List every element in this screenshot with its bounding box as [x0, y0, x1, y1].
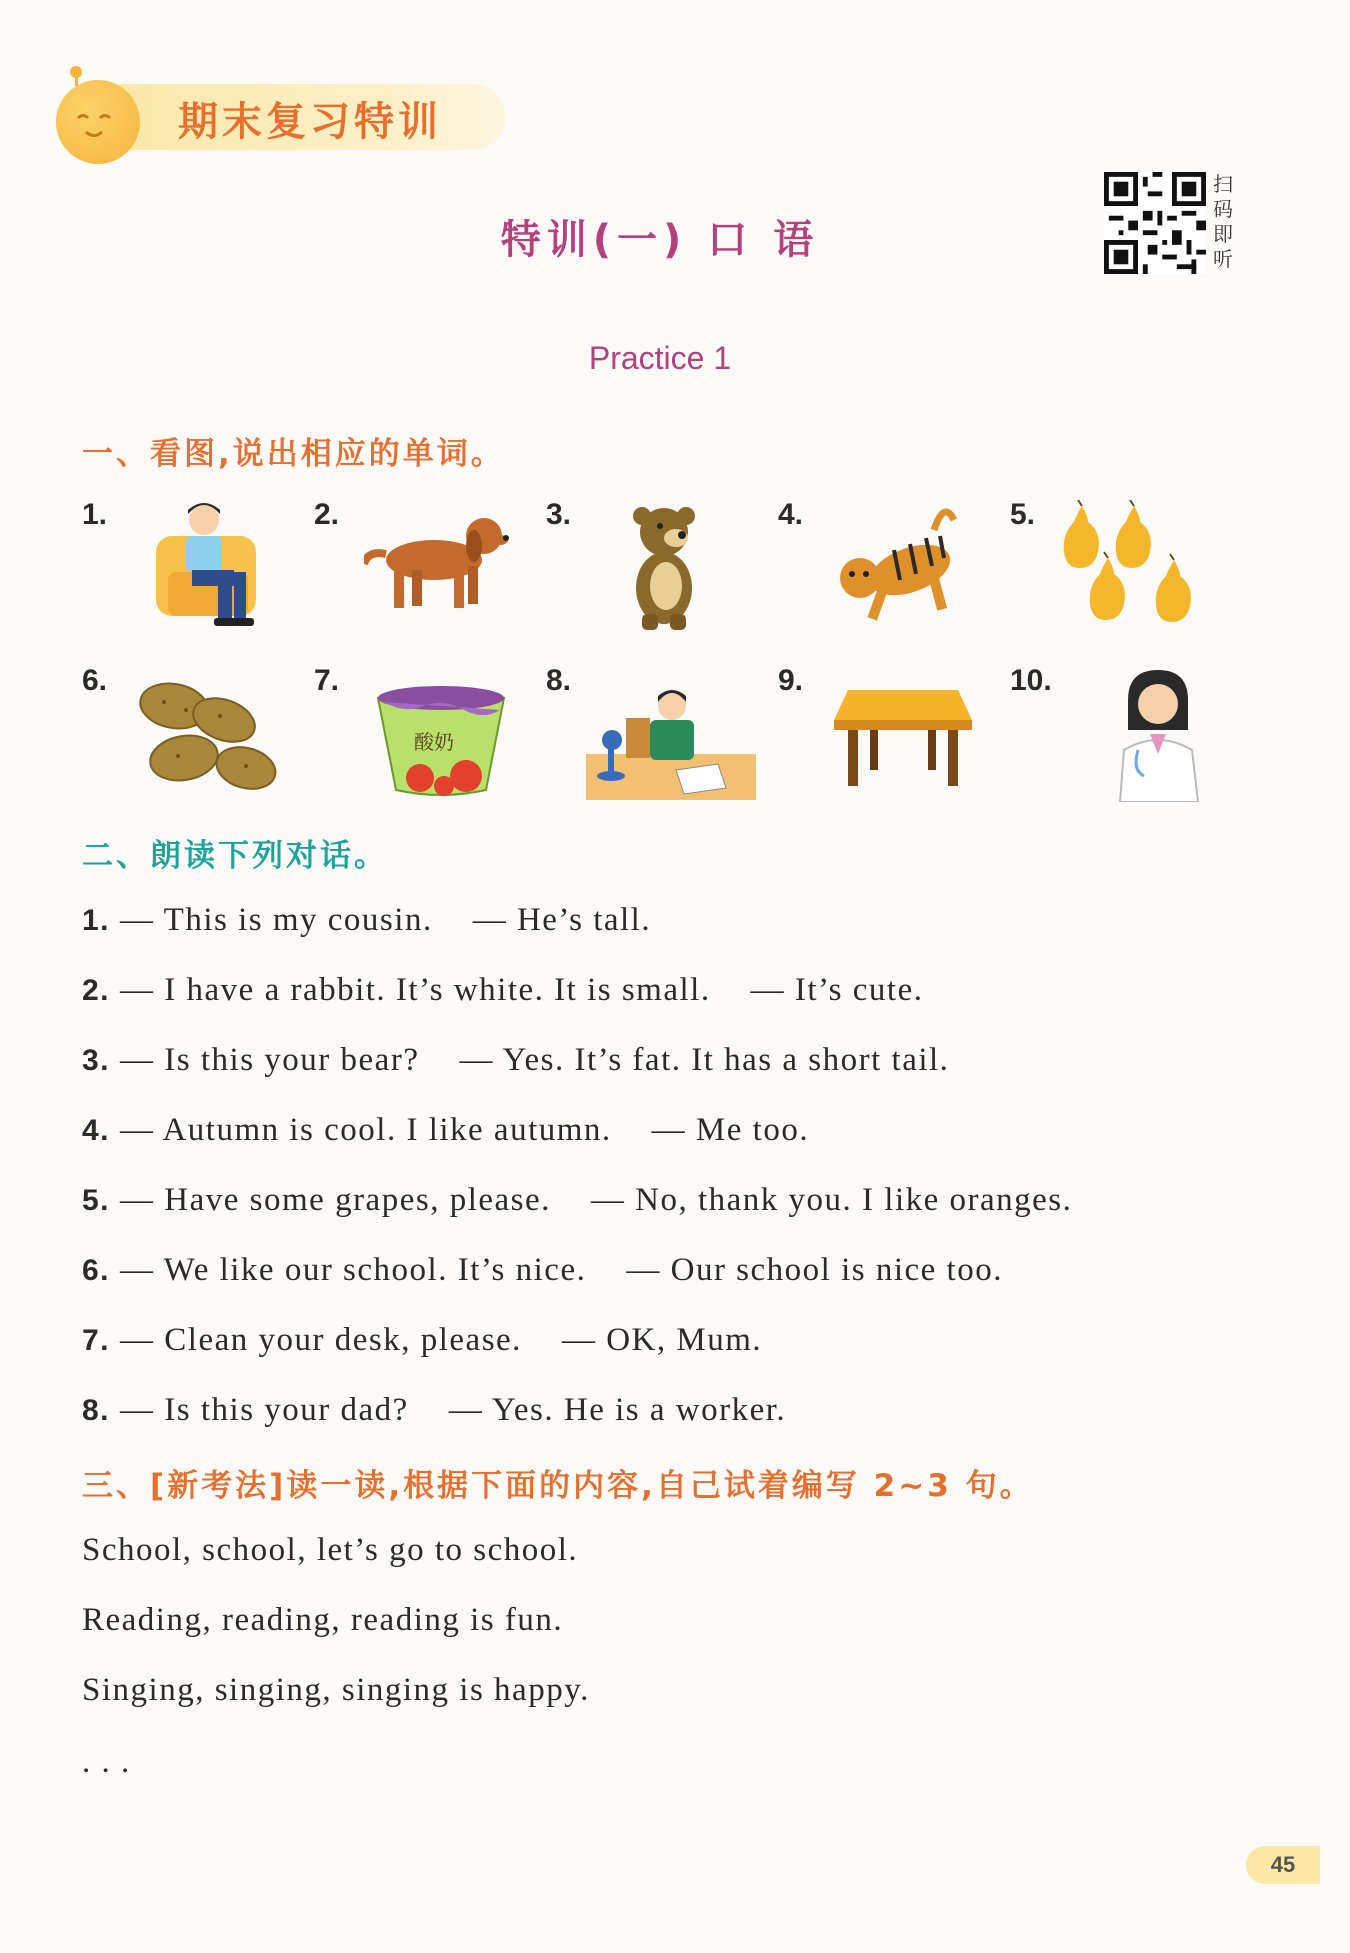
dialogue-number: 8.	[82, 1394, 111, 1427]
dialogue-answer: — OK, Mum.	[561, 1322, 763, 1358]
dialogue-question: — This is my cousin.	[120, 902, 433, 938]
boy-at-desk-icon	[586, 684, 756, 804]
dialogue-question: — Clean your desk, please.	[120, 1322, 522, 1358]
section-title: 特训(一) 口 语	[500, 217, 820, 263]
dialogue-number: 5.	[82, 1184, 111, 1217]
item-number: 7.	[314, 664, 340, 697]
smiley-ball-icon	[56, 80, 140, 164]
part3-heading: 三、[新考法]读一读,根据下面的内容,自己试着编写 2~3 句。	[82, 1468, 1034, 1504]
table-icon	[834, 690, 972, 794]
dialogue-line	[82, 902, 651, 939]
rhyme-ellipsis: . . .	[82, 1744, 131, 1780]
dialogue-question: — We like our school. It’s nice.	[120, 1252, 587, 1288]
dialogue-question: — Have some grapes, please.	[120, 1182, 551, 1218]
doctor-icon	[1114, 670, 1204, 806]
tiger-icon	[834, 500, 974, 634]
qr-code-icon[interactable]	[1104, 172, 1206, 274]
qr-label: 扫码即听	[1213, 172, 1233, 271]
item-number: 2.	[314, 498, 340, 531]
practice-title: Practice 1	[588, 340, 732, 376]
chapter-banner	[56, 62, 506, 162]
dialogue-number: 3.	[82, 1044, 111, 1077]
dialogue-question: — I have a rabbit. It’s white. It is small.	[120, 972, 711, 1008]
dialogue-line	[82, 1322, 762, 1359]
rhyme-line: School, school, let’s go to school.	[82, 1532, 579, 1568]
dialogue-line	[82, 1252, 1003, 1289]
dog-icon	[364, 506, 514, 620]
yogurt-label: 酸奶	[414, 730, 454, 754]
item-number: 9.	[778, 664, 804, 697]
bear-icon	[628, 502, 708, 636]
item-number: 1.	[82, 498, 108, 531]
dialogue-answer: — Yes. It’s fat. It has a short tail.	[459, 1042, 950, 1078]
dialogue-answer: — Our school is nice too.	[626, 1252, 1003, 1288]
dialogue-question: — Is this your bear?	[120, 1042, 420, 1078]
dialogue-number: 6.	[82, 1254, 111, 1287]
dialogue-line	[82, 1042, 949, 1079]
dialogue-line	[82, 972, 923, 1009]
potatoes-icon	[134, 676, 284, 800]
dialogue-line	[82, 1112, 809, 1149]
dialogue-number: 7.	[82, 1324, 111, 1357]
item-number: 8.	[546, 664, 572, 697]
dialogue-answer: — Yes. He is a worker.	[448, 1392, 787, 1428]
banner-title: 期末复习特训	[178, 99, 442, 145]
dialogue-answer: — No, thank you. I like oranges.	[590, 1182, 1073, 1218]
item-number: 4.	[778, 498, 804, 531]
dialogue-answer: — Me too.	[651, 1112, 810, 1148]
item-number: 6.	[82, 664, 108, 697]
dialogue-number: 2.	[82, 974, 111, 1007]
rhyme-line: Singing, singing, singing is happy.	[82, 1672, 590, 1708]
dialogue-answer: — It’s cute.	[750, 972, 924, 1008]
dialogue-number: 1.	[82, 904, 111, 937]
boy-on-sofa-icon	[148, 496, 268, 640]
part2-heading: 二、朗读下列对话。	[82, 838, 388, 874]
pears-icon	[1062, 500, 1212, 634]
part1-heading: 一、看图,说出相应的单词。	[82, 436, 505, 472]
dialogue-question: — Is this your dad?	[120, 1392, 409, 1428]
dialogue-number: 4.	[82, 1114, 111, 1147]
item-number: 3.	[546, 498, 572, 531]
dialogue-line	[82, 1182, 1072, 1219]
dialogue-line	[82, 1392, 786, 1429]
rhyme-line: Reading, reading, reading is fun.	[82, 1602, 564, 1638]
dialogue-question: — Autumn is cool. I like autumn.	[120, 1112, 612, 1148]
page-number: 45	[1246, 1846, 1320, 1884]
dialogue-answer: — He’s tall.	[472, 902, 652, 938]
yogurt-icon	[374, 682, 508, 802]
item-number: 10.	[1010, 664, 1052, 697]
item-number: 5.	[1010, 498, 1036, 531]
